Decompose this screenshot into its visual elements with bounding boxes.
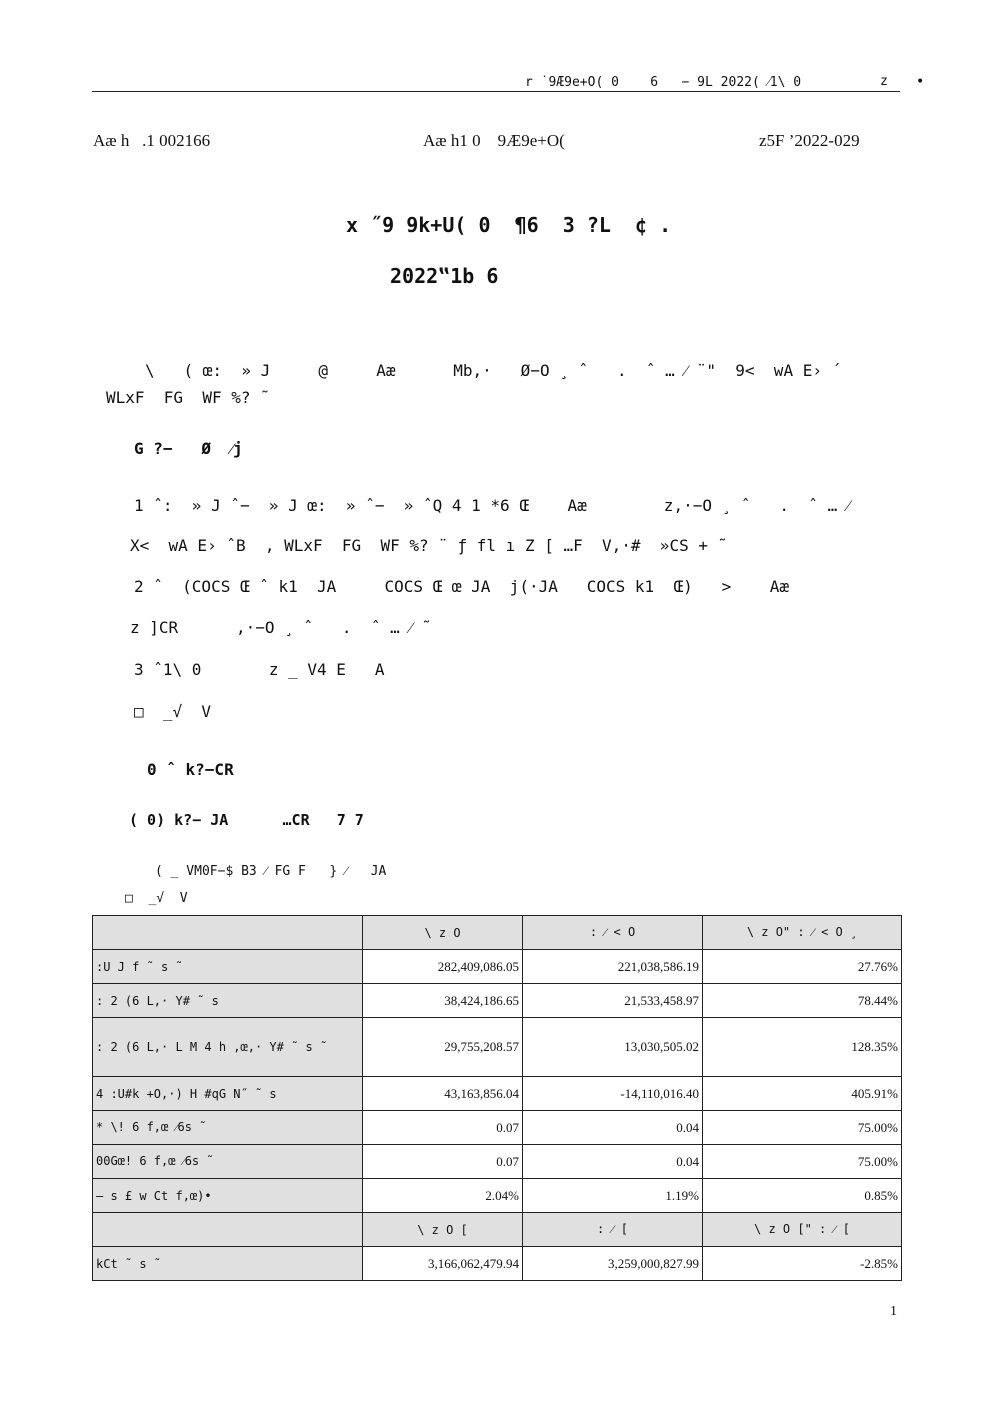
row-label: 00Gœ! 6 f,œ ⁄6s ˜ [93,1145,363,1179]
row-current-value: 29,755,208.57 [363,1018,523,1077]
row-current-value: 282,409,086.05 [363,950,523,984]
intro-line-1: \ ( œ: » J @ Aæ Mb,· Ø−O ¸ ˆ . ˆ … ⁄ ¨" 9< wA E› ´ [145,361,842,380]
row-previous-value: -14,110,016.40 [523,1077,703,1111]
row-current-value: 0.07 [363,1145,523,1179]
row-previous-value: 3,259,000,827.99 [523,1247,703,1281]
header-cell-previous: : ⁄ [ [523,1213,703,1247]
row-previous-value: 0.04 [523,1111,703,1145]
table-row [93,1145,902,1179]
page-number: 1 [890,1304,897,1319]
table-header-row [93,1213,902,1247]
row-previous-value: 221,038,586.19 [523,950,703,984]
header-cell-previous: : ⁄ < O [523,916,703,950]
row-previous-value: 21,533,458.97 [523,984,703,1018]
intro-line-2: WLxF FG WF %? ˜ [106,388,270,407]
row-change-value: 75.00% [703,1145,902,1179]
header-cell-change: \ z O [" : ⁄ [ [703,1213,902,1247]
table-row [93,1247,902,1281]
header-cell-current: \ z O [363,916,523,950]
row-previous-value: 0.04 [523,1145,703,1179]
row-label: : 2 (6 L,· L M 4 h ,œ,· Y# ˜ s ˜ [93,1018,363,1077]
stock-code: Aæ h .1 002166 [93,131,211,150]
section-2-checkbox-line: □ _√ V [125,891,188,906]
row-current-value: 38,424,186.65 [363,984,523,1018]
table-row [93,1018,902,1077]
row-current-value: 43,163,856.04 [363,1077,523,1111]
row-label: kCt ˜ s ˜ [93,1247,363,1281]
row-label: — s £ w Ct f,œ)• [93,1179,363,1213]
announcement-number: z5F ’2022-029 [759,131,860,150]
section-1-checkbox-line: □ _√ V [134,702,212,721]
section-1-item-2a: 2 ˆ (COCS Œ ˆ k1 JA COCS Œ œ JA j(·JA COCS k1 Œ) > Aæ [134,577,790,596]
header-cell-label [93,1213,363,1247]
document-title: x ˝9 9k+U( 0 ¶6 3 ?L ¢ . [346,213,672,237]
table-row [93,1179,902,1213]
row-change-value: -2.85% [703,1247,902,1281]
table-row [93,1111,902,1145]
section-2-note: ( _ VM0F−$ B3 ⁄ FG F } ⁄ JA [155,864,387,879]
table-row [93,1077,902,1111]
row-change-value: 405.91% [703,1077,902,1111]
section-1-item-1b: X< wA E› ˆB , WLxF FG WF %? ¨ ƒ fl ı Z [ …F V,·# »CS + ˜ [130,536,728,555]
running-header-mark: z [880,74,888,89]
row-change-value: 78.44% [703,984,902,1018]
running-header-dot: • [916,74,925,90]
row-label: 4 :U#k +O,·) H #qG N˝ ˜ s [93,1077,363,1111]
running-header-title: r ˙9Æ9e+O( 0 6 − 9L 2022( ⁄1\ 0 [525,75,802,90]
table-header-row [93,916,902,950]
row-change-value: 128.35% [703,1018,902,1077]
header-cell-change: \ z O" : ⁄ < O ¸ [703,916,902,950]
stock-name: Aæ h1 0 9Æ9e+O( [423,131,565,150]
row-previous-value: 13,030,505.02 [523,1018,703,1077]
row-change-value: 75.00% [703,1111,902,1145]
section-1-heading: G ?− Ø ⁄j [134,439,243,458]
header-cell-label [93,916,363,950]
financial-data-table [92,915,902,1281]
section-2-heading: 0 ˆ k?−CR [147,760,234,779]
table-row [93,984,902,1018]
row-current-value: 3,166,062,479.94 [363,1247,523,1281]
row-previous-value: 1.19% [523,1179,703,1213]
section-2-subheading: ( 0) k?− JA …CR 7 7 [129,811,364,829]
section-1-item-3: 3 ˆ1\ 0 z _ V4 E A [134,660,385,679]
section-1-item-2b: z ]CR ,·−O ¸ ˆ . ˆ … ⁄ ˜ [130,618,432,637]
table-row [93,950,902,984]
row-change-value: 0.85% [703,1179,902,1213]
row-label: * \! 6 f,œ ⁄6s ˜ [93,1111,363,1145]
row-current-value: 2.04% [363,1179,523,1213]
header-rule [92,91,900,92]
row-label: :U J f ˜ s ˜ [93,950,363,984]
section-1-item-1a: 1 ˆ: » J ˆ− » J œ: » ˆ− » ˆQ 4 1 *6 Œ Aæ z,·−O ¸ ˆ . ˆ … ⁄ [134,496,850,515]
row-label: : 2 (6 L,· Y# ˜ s [93,984,363,1018]
header-cell-current: \ z O [ [363,1213,523,1247]
row-change-value: 27.76% [703,950,902,984]
document-subtitle: 2022‟1b 6 [390,264,499,288]
row-current-value: 0.07 [363,1111,523,1145]
